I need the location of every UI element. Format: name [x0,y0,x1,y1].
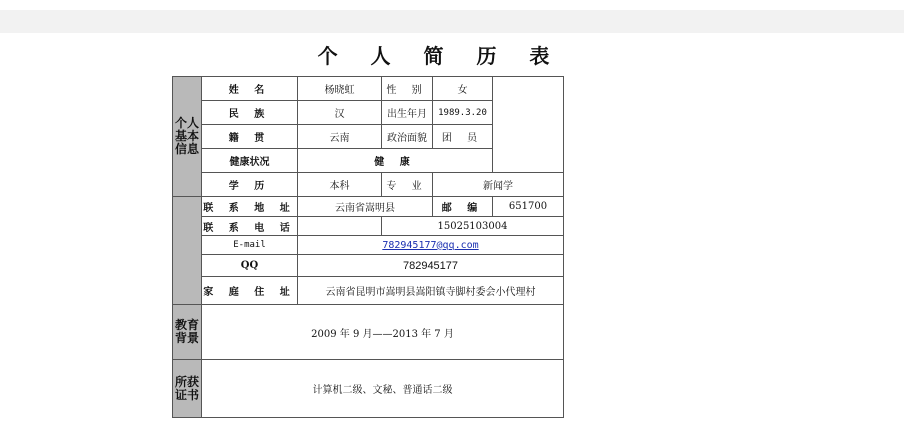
certificates-value: 计算机二级、文秘、普通话二级 [202,360,564,418]
table-row [173,277,564,305]
address-value: 云南省嵩明县 [298,197,433,217]
resume-table [172,76,564,418]
home-label: 家 庭 住 址 [202,277,298,305]
table-row [173,305,564,360]
origin-label: 籍 贯 [202,125,298,149]
degree-label: 学 历 [202,173,298,197]
document-title: 个 人 简 历 表 [317,44,563,68]
name-value: 杨晓虹 [298,77,382,101]
top-toolbar-strip [0,10,904,33]
table-row [173,173,564,197]
political-label: 政治面貌 [382,125,433,149]
home-value: 云南省昆明市嵩明县嵩阳镇寺脚村委会小代理村 [298,277,564,305]
origin-value: 云南 [298,125,382,149]
postcode-value: 651700 [493,197,564,217]
table-row [173,217,564,236]
section-education: 教育背景 [173,305,202,360]
major-value: 新闻学 [433,173,564,197]
address-label: 联 系 地 址 [202,197,298,217]
postcode-label: 邮 编 [433,197,493,217]
political-value: 团 员 [433,125,493,149]
ethnicity-value: 汉 [298,101,382,125]
email-label: E-mail [202,236,298,255]
email-link[interactable]: 782945177@qq.com [382,239,479,251]
birth-value: 1989.3.20 [433,101,493,125]
degree-value: 本科 [298,173,382,197]
ethnicity-label: 民 族 [202,101,298,125]
photo-placeholder [493,77,564,173]
phone-spacer [298,217,382,236]
table-row [173,197,564,217]
major-label: 专 业 [382,173,433,197]
section-basic-info-continued [173,197,202,305]
health-value: 健 康 [298,149,493,173]
gender-value: 女 [433,77,493,101]
email-cell [298,236,564,255]
birth-label: 出生年月 [382,101,433,125]
gender-label: 性 别 [382,77,433,101]
education-value: 2009 年 9 月——2013 年 7 月 [202,305,564,360]
health-label: 健康状况 [202,149,298,173]
section-certificates: 所获证书 [173,360,202,418]
phone-value: 15025103004 [382,217,564,236]
section-basic-info: 个人基本信息 [173,77,202,197]
table-row [173,360,564,418]
phone-label: 联 系 电 话 [202,217,298,236]
table-row [173,77,564,101]
name-label: 姓 名 [202,77,298,101]
table-row [173,236,564,255]
qq-value: 782945177 [298,255,564,277]
table-row [173,255,564,277]
qq-label: QQ [202,255,298,277]
